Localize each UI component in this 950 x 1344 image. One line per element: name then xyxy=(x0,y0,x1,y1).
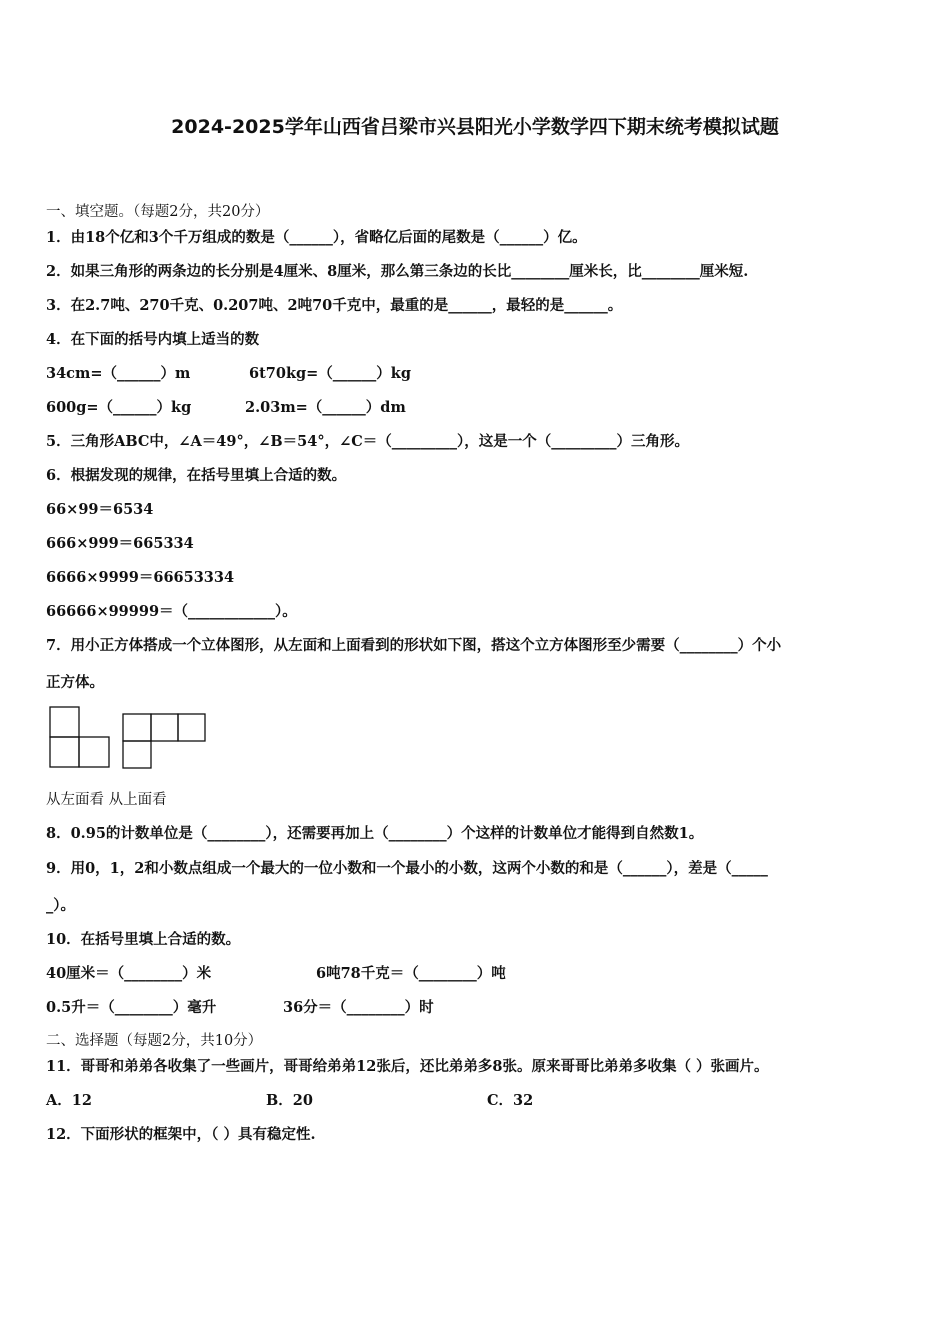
question-6-equation-2: 666×999＝665334 xyxy=(46,535,194,552)
question-4-item-b: 6t70kg=（______）kg xyxy=(249,365,411,382)
question-11-option-c: C．32 xyxy=(487,1092,534,1109)
question-4-row-2 xyxy=(46,398,406,418)
top-view-square-3 xyxy=(178,714,205,741)
question-4-item-a: 34cm=（______）m xyxy=(46,365,191,382)
left-view-squares xyxy=(50,707,109,767)
question-2: 2．如果三角形的两条边的长分别是4厘米、8厘米，那么第三条边的长比________厘米长，比________厘米短. xyxy=(46,263,749,280)
question-8: 8．0.95的计数单位是（________），还需要再加上（________）个这样的计数单位才能得到自然数1。 xyxy=(46,825,704,842)
top-view-square-1 xyxy=(123,714,151,741)
question-9-line-2: _）。 xyxy=(46,897,75,914)
question-10-stem: 10．在括号里填上合适的数。 xyxy=(46,931,241,948)
cube-views-drawing xyxy=(46,705,216,771)
question-11-option-b: B．20 xyxy=(266,1092,313,1109)
question-10-row-1 xyxy=(46,964,506,984)
top-view-square-4 xyxy=(123,741,151,768)
top-view-square-2 xyxy=(151,714,178,741)
question-3: 3．在2.7吨、270千克、0.207吨、2吨70千克中，最重的是______，最轻的是______。 xyxy=(46,297,623,314)
question-10-item-b: 6吨78千克＝（________）吨 xyxy=(316,965,506,982)
question-10-item-a: 40厘米＝（________）米 xyxy=(46,965,212,982)
question-9-line-1: 9．用0，1，2和小数点组成一个最大的一位小数和一个最小的小数，这两个小数的和是（______），差是（_____ xyxy=(46,860,768,877)
question-11-option-a: A．12 xyxy=(46,1092,92,1109)
question-6-equation-1: 66×99＝6534 xyxy=(46,501,154,518)
question-4-row-1 xyxy=(46,364,411,384)
question-10-item-d: 36分＝（________）时 xyxy=(283,999,434,1016)
question-6-equation-3: 6666×9999＝66653334 xyxy=(46,569,235,586)
question-10-row-2 xyxy=(46,998,434,1018)
page-title: 2024-2025学年山西省吕梁市兴县阳光小学数学四下期末统考模拟试题 xyxy=(171,116,779,138)
question-11-stem: 11．哥哥和弟弟各收集了一些画片，哥哥给弟弟12张后，还比弟弟多8张。原来哥哥比弟弟多收集（ ）张画片。 xyxy=(46,1058,769,1075)
question-7-line-1: 7．用小正方体搭成一个立体图形，从左面和上面看到的形状如下图，搭这个立方体图形至少需要（________）个小 xyxy=(46,637,782,654)
question-5: 5．三角形ABC中，∠A＝49°，∠B＝54°，∠C＝（_________），这是一个（_________）三角形。 xyxy=(46,433,690,450)
question-12: 12．下面形状的框架中，（ ）具有稳定性. xyxy=(46,1126,316,1143)
left-view-square-bottom-left xyxy=(50,737,79,767)
question-4-item-c: 600g=（______）kg xyxy=(46,399,192,416)
question-1: 1．由18个亿和3个千万组成的数是（______），省略亿后面的尾数是（______）亿。 xyxy=(46,229,587,246)
cube-views-figure xyxy=(46,705,216,771)
question-4-item-d: 2.03m=（______）dm xyxy=(245,399,406,416)
question-7-line-2: 正方体。 xyxy=(46,674,104,691)
section-heading-fill-in: 一、填空题。（每题2分，共20分） xyxy=(46,204,270,220)
question-10-item-c: 0.5升＝（________）毫升 xyxy=(46,999,217,1016)
section-heading-multiple-choice: 二、选择题（每题2分，共10分） xyxy=(46,1033,263,1049)
top-view-squares xyxy=(123,714,205,768)
question-11-options xyxy=(46,1091,534,1111)
left-view-square-top xyxy=(50,707,79,737)
question-6-stem: 6．根据发现的规律，在括号里填上合适的数。 xyxy=(46,467,347,484)
question-4-stem: 4．在下面的括号内填上适当的数 xyxy=(46,331,260,348)
question-6-equation-4: 66666×99999＝（____________）。 xyxy=(46,603,297,620)
question-7-caption: 从左面看 从上面看 xyxy=(46,792,167,808)
left-view-square-bottom-right xyxy=(79,737,109,767)
